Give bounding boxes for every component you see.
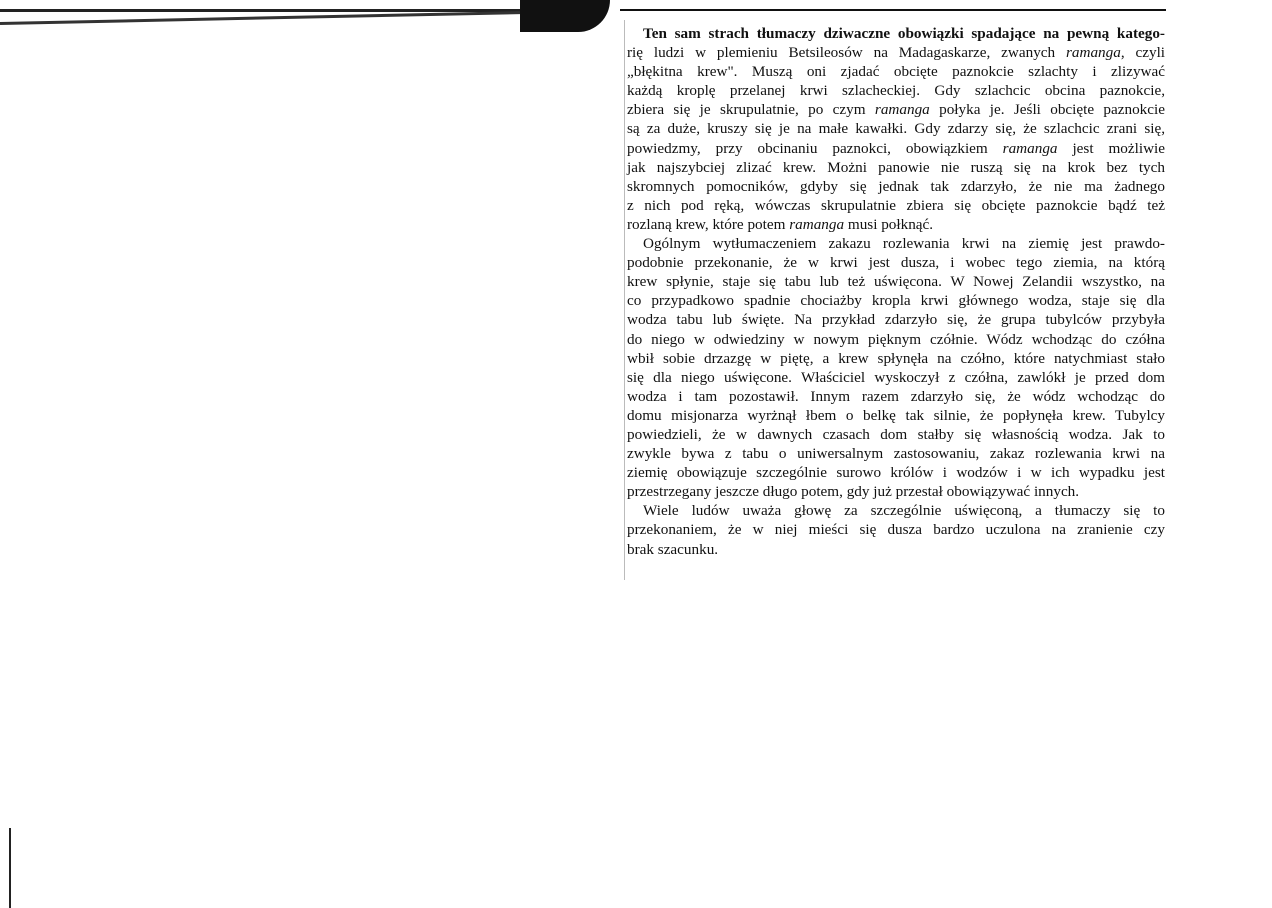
text-line: się dla niego uświęcone. Właściciel wyskoczył z czółna, zawlókł je przed dom [627, 368, 1165, 386]
text-line: powiedzieli, że w dawnych czasach dom stałby się własnością wodza. Jak to [627, 425, 1165, 443]
text-line: wodza i tam pozostawił. Innym razem zdarzyło się, że wódz wchodząc do [627, 387, 1165, 405]
text-line: co przypadkowo spadnie chociażby kropla krwi głównego wodza, staje się dla [627, 292, 1165, 310]
text-line: przekonaniem, że w niej mieści się dusza bardzo uczulona na zranienie czy [627, 521, 1165, 539]
text-line: domu misjonarza wyrżnął łbem o belkę tak silnie, że popłynęła krew. Tubylcy [627, 406, 1165, 424]
text-line: każdą kroplę przelanej krwi szlacheckiej. Gdy szlachcic obcina paznokcie, [627, 82, 1165, 100]
text-line: jak najszybciej zlizać krew. Możni panowie nie ruszą się na krok bez tych [627, 158, 1165, 176]
text-line: zwykle bywa z tabu o uniwersalnym zastosowaniu, zakaz rozlewania krwi na [627, 445, 1165, 463]
text-line: są za duże, kruszy się je na małe kawałki. Gdy zdarzy się, że szlachcic zrani się, [627, 120, 1165, 138]
text-line: krew spłynie, staje się tabu lub też uświęcona. W Nowej Zelandii wszystko, na [627, 273, 1165, 291]
header-rule [620, 9, 1166, 11]
text-line: do niego w odwiedziny w nowym pięknym czółnie. Wódz wchodząc do czółna [627, 330, 1165, 348]
text-line: rię ludzi w plemieniu Betsileosów na Madagaskarze, zwanych ramanga, czyli [627, 44, 1166, 62]
page-body-text [627, 24, 1165, 559]
text-line: podobnie przekonanie, że w krwi jest dusza, i wobec tego ziemia, na którą [627, 254, 1165, 272]
text-line: wodza tabu lub święte. Na przykład zdarzyło się, że grupa tubylców przybyła [627, 311, 1165, 329]
scan-margin-line [624, 20, 625, 580]
text-line: brak szacunku. [627, 540, 719, 558]
text-line: Ogólnym wytłumaczeniem zakazu rozlewania krwi na ziemię jest prawdo- [643, 235, 1165, 253]
text-line: z nich pod ręką, wówczas skrupulatnie zbiera się obcięte paznokcie bądź też [627, 196, 1165, 214]
text-line: rozlaną krew, które potem ramanga musi połknąć. [627, 215, 934, 233]
text-line: skromnych pomocników, gdyby się jednak tak zdarzyło, że nie ma żadnego [627, 177, 1165, 195]
text-line: ziemię obowiązuje szczególnie surowo królów i wodzów i w ich wypadku jest [627, 464, 1165, 482]
text-line: wbił sobie drzazgę w piętę, a krew spłynęła na czółno, które natychmiast stało [627, 349, 1165, 367]
scan-artifact-top-left-2 [0, 10, 560, 25]
text-line: zbiera się je skrupulatnie, po czym ramanga połyka je. Jeśli obcięte paznokcie [627, 101, 1165, 119]
text-line: powiedzmy, przy obcinaniu paznokci, obowiązkiem ramanga jest możliwie [627, 139, 1165, 157]
text-line: „błękitna krew". Muszą oni zjadać obcięte paznokcie szlachty i zlizywać [627, 63, 1165, 81]
text-line: Ten sam strach tłumaczy dziwaczne obowiązki spadające na pewną katego- [643, 25, 1165, 42]
scan-artifact-left-edge [9, 828, 11, 908]
text-line: przestrzegany jeszcze długo potem, gdy już przestał obowiązywać innych. [627, 483, 1080, 501]
text-line: Wiele ludów uważa głowę za szczególnie uświęconą, a tłumaczy się to [643, 502, 1165, 520]
scan-artifact-spine [520, 0, 610, 32]
